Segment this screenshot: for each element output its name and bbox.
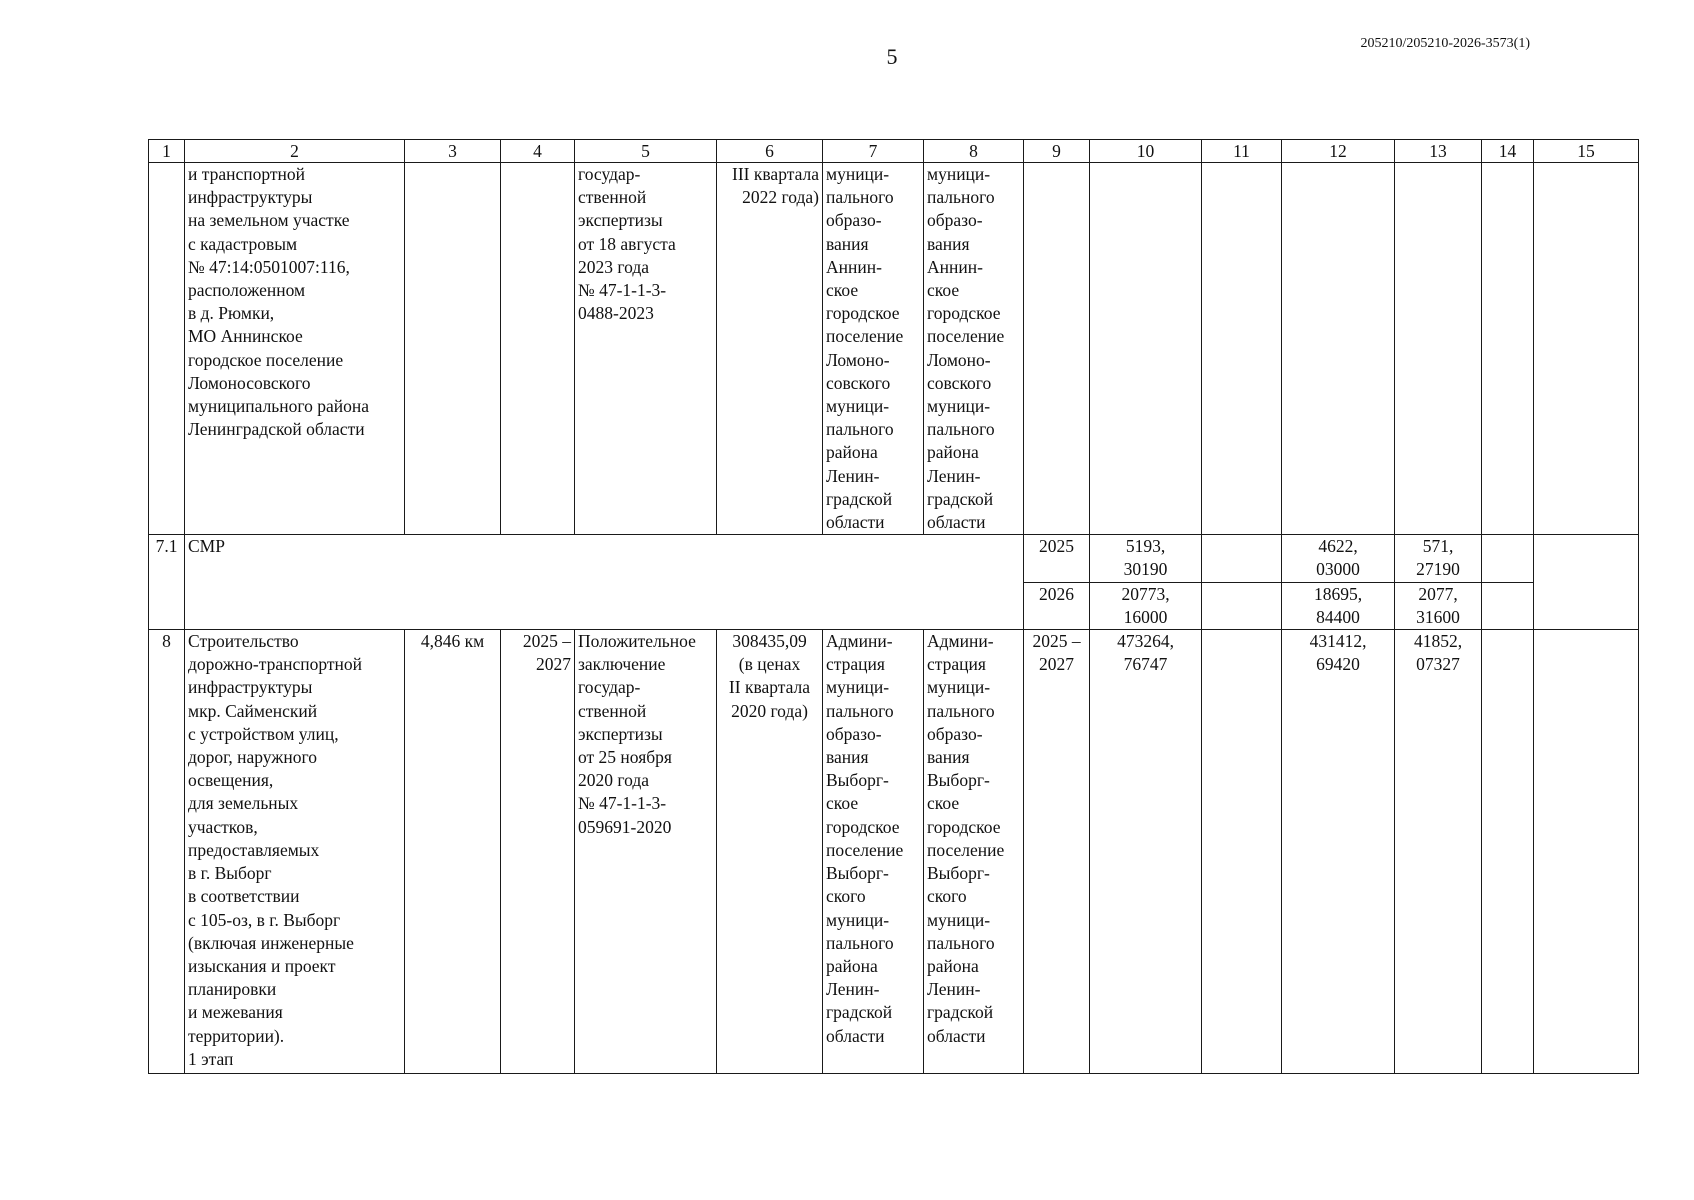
cell-notes [1534,630,1639,1074]
table-row-8 [149,630,1639,1074]
cell-local [1395,163,1482,535]
cell-year: 2025 – 2027 [1024,630,1090,1074]
column-number: 8 [924,140,1024,163]
investment-table [148,139,1639,1074]
column-number: 3 [405,140,501,163]
column-number: 1 [149,140,185,163]
cell-developer: муници- пального образо- вания Аннин- ское городское поселение Ломоно- совского муници- пального района Ленин- градской области [924,163,1024,535]
cell-other [1482,535,1534,582]
cell-item-number: 8 [149,630,185,1074]
cell-notes [1534,163,1639,535]
cell-regional [1282,163,1395,535]
cell-expertise: Положительное заключение государ- ственной экспертизы от 25 ноября 2020 года № 47-1-1-3- 059691-2020 [575,630,717,1074]
cell-local: 571, 27190 [1395,535,1482,582]
cell-notes [1534,535,1639,630]
cell-object-name: и транспортной инфраструктуры на земельном участке с кадастровым № 47:14:0501007:116, расположенном в д. Рюмки, МО Аннинское городское поселение Ломоносовского муниципального района Ленинградской области [185,163,405,535]
cell-expertise: государ- ственной экспертизы от 18 августа 2023 года № 47-1-1-3- 0488-2023 [575,163,717,535]
column-number: 7 [823,140,924,163]
cell-local: 2077, 31600 [1395,582,1482,629]
cell-capacity [405,163,501,535]
cell-federal [1202,163,1282,535]
cell-total: 5193, 30190 [1090,535,1202,582]
cell-total: 473264, 76747 [1090,630,1202,1074]
cell-item-number: 7.1 [149,535,185,630]
cell-year: 2025 [1024,535,1090,582]
cell-subitem-label: СМР [185,535,1024,630]
cell-object-name: Строительство дорожно-транспортной инфраструктуры мкр. Сайменский с устройством улиц, дорог, наружного освещения, для земельных участков, предоставляемых в г. Выборг в соответствии с 105-оз, в г. Выборг (включая инженерные изыскания и проект планировки и межевания территории). 1 этап [185,630,405,1074]
cell-item-number [149,163,185,535]
cell-estimated-cost: 308435,09 (в ценах II квартала 2020 года) [717,630,823,1074]
cell-customer: муници- пального образо- вания Аннин- ское городское поселение Ломоно- совского муници- пального района Ленин- градской области [823,163,924,535]
column-number: 10 [1090,140,1202,163]
column-number: 2 [185,140,405,163]
cell-developer: Админи- страция муници- пального образо- вания Выборг- ское городское поселение Выборг- ского муници- пального района Ленин- градской области [924,630,1024,1074]
column-number: 11 [1202,140,1282,163]
cell-other [1482,582,1534,629]
cell-federal [1202,630,1282,1074]
document-id: 205210/205210-2026-3573(1) [1360,36,1530,51]
page-number: 5 [886,44,898,69]
column-number: 9 [1024,140,1090,163]
column-number: 5 [575,140,717,163]
cell-local: 41852, 07327 [1395,630,1482,1074]
column-number: 6 [717,140,823,163]
cell-period: 2025 – 2027 [501,630,575,1074]
cell-period [501,163,575,535]
column-number-row [149,140,1639,163]
cell-total: 20773, 16000 [1090,582,1202,629]
column-number: 13 [1395,140,1482,163]
table-row-7-1 [149,535,1639,582]
cell-federal [1202,582,1282,629]
cell-other [1482,630,1534,1074]
cell-regional: 4622, 03000 [1282,535,1395,582]
cell-customer: Админи- страция муници- пального образо- вания Выборг- ское городское поселение Выборг- ского муници- пального района Ленин- градской области [823,630,924,1074]
column-number: 12 [1282,140,1395,163]
column-number: 4 [501,140,575,163]
cell-total [1090,163,1202,535]
cell-federal [1202,535,1282,582]
cell-year [1024,163,1090,535]
table-row-continuation [149,163,1639,535]
cell-regional: 431412, 69420 [1282,630,1395,1074]
column-number: 14 [1482,140,1534,163]
column-number: 15 [1534,140,1639,163]
cell-other [1482,163,1534,535]
cell-year: 2026 [1024,582,1090,629]
cell-estimated-cost: III квартала 2022 года) [717,163,823,535]
cell-regional: 18695, 84400 [1282,582,1395,629]
cell-capacity: 4,846 км [405,630,501,1074]
